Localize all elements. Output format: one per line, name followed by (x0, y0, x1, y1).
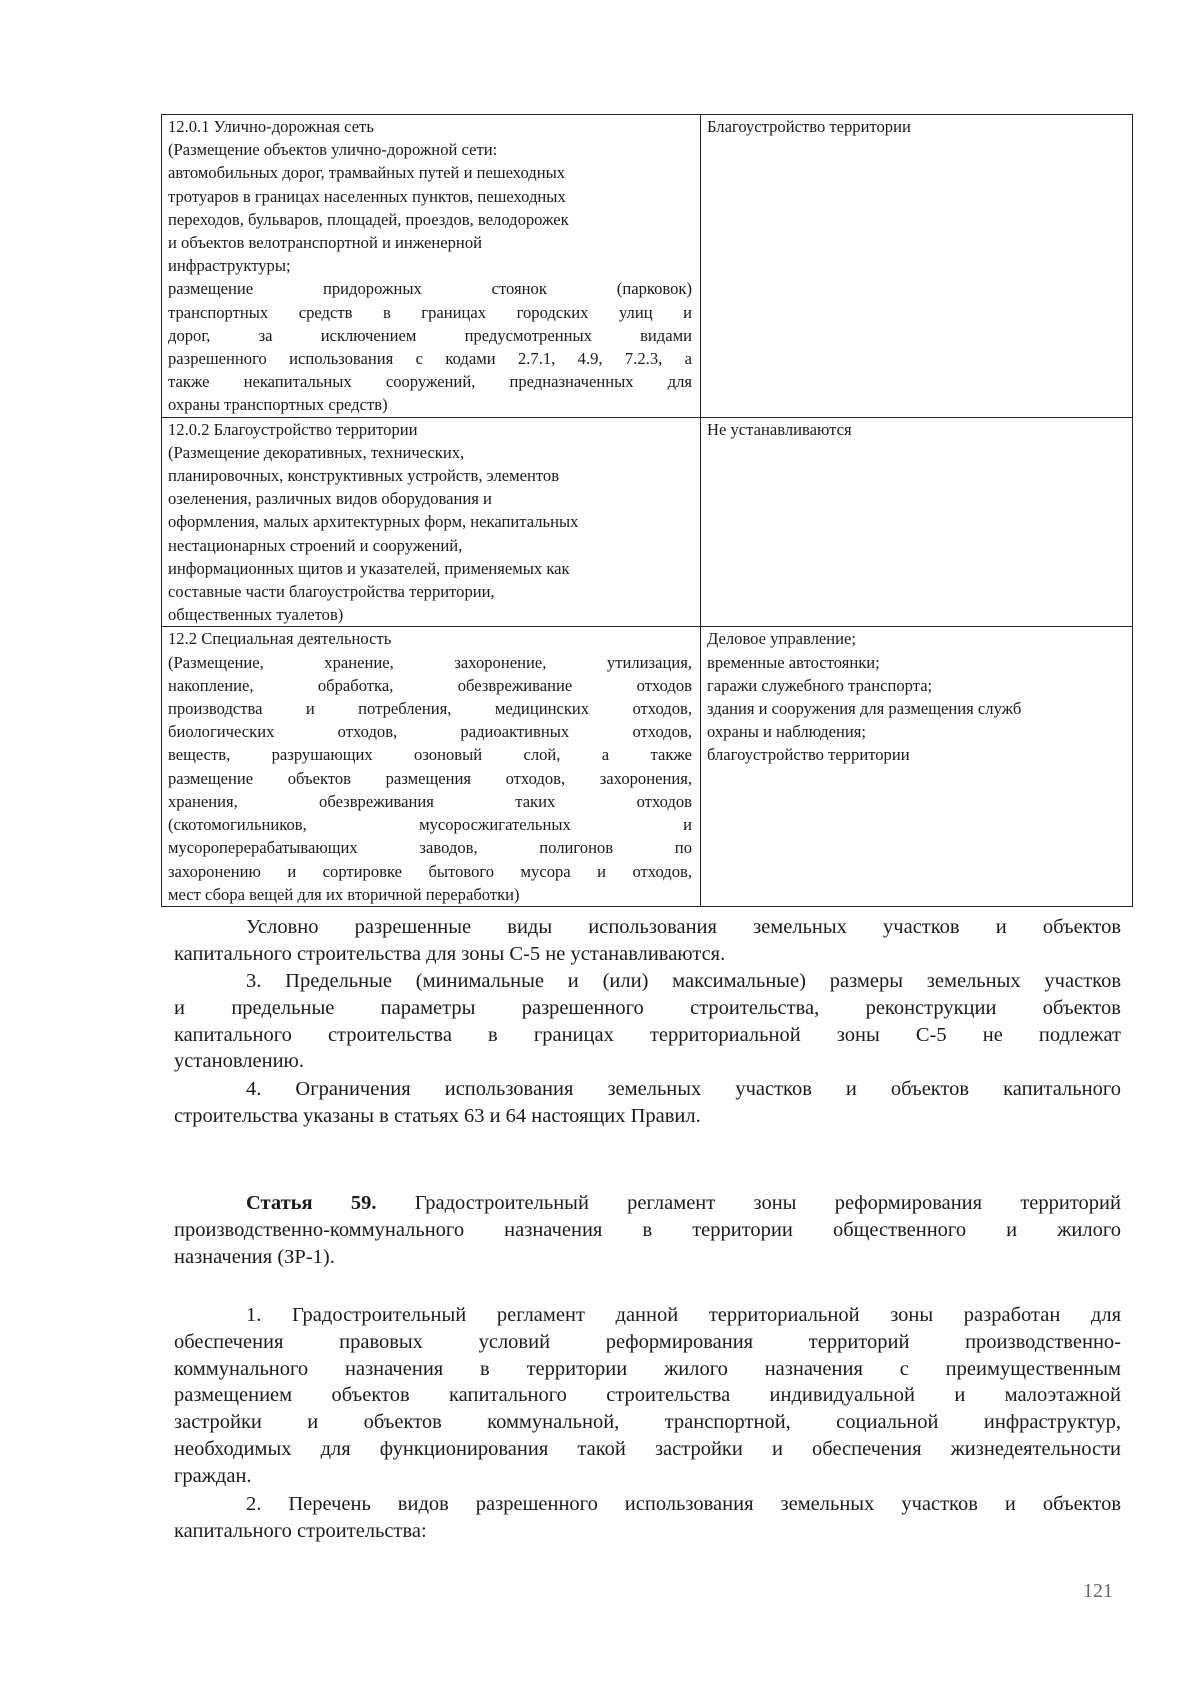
article-title-start: Градостроительный регламент зоны реформирования территорий (376, 1192, 1121, 1214)
paragraph-line: капитального строительства в границах территориальной зоны С-5 не подлежат (174, 1023, 1121, 1046)
table-line: также некапитальных сооружений, предназначенных для (168, 372, 692, 392)
paragraph-line: и предельные параметры разрешенного строительства, реконструкции объектов (174, 996, 1121, 1019)
paragraph-line: 2. Перечень видов разрешенного использования земельных участков и объектов (246, 1493, 1121, 1515)
paragraph-line: установлению. (174, 1050, 304, 1073)
table-line: размещение придорожных стоянок (парковок) (168, 279, 692, 299)
table-cell-use-type (162, 115, 701, 418)
table-line: и объектов велотранспортной и инженерной (168, 233, 482, 253)
table-line: охраны транспортных средств) (168, 395, 388, 415)
table-line: нестационарных строений и сооружений, (168, 535, 463, 555)
table-line: Деловое управление; (707, 629, 857, 649)
table-line: гаражи служебного транспорта; (707, 675, 933, 695)
table-cell-auxiliary-uses (701, 417, 1133, 627)
paragraph-3 (174, 968, 1121, 1075)
table-line: накопление, обработка, обезвреживание отходов (168, 675, 692, 695)
paragraph-line: застройки и объектов коммунальной, транспортной, социальной инфраструктур, (174, 1411, 1121, 1434)
table-line: мест сбора вещей для их вторичной переработки) (168, 884, 520, 904)
table-line: (Размещение, хранение, захоронение, утилизация, (168, 652, 692, 672)
table-line: 12.0.2 Благоустройство территории (168, 419, 418, 439)
table-line: озеленения, различных видов оборудования и (168, 489, 492, 509)
paragraph-line: обеспечения правовых условий реформирования территорий производственно- (174, 1330, 1121, 1353)
table-line: Благоустройство территории (707, 117, 911, 136)
paragraph-a2 (174, 1491, 1121, 1545)
table-cell-use-type (162, 417, 701, 627)
article-59-heading (174, 1190, 1121, 1270)
article-label: Статья 59. (246, 1192, 377, 1214)
table-cell-use-type (162, 627, 701, 906)
table-line: 12.2 Специальная деятельность (168, 629, 392, 649)
paragraph-line: производственно-коммунального назначения в территории общественного и жилого (174, 1218, 1121, 1241)
paragraph-line: 1. Градостроительный регламент данной территориальной зоны разработан для (246, 1304, 1121, 1326)
table-line: (скотомогильников, мусоросжигательных и (168, 815, 692, 835)
table-line: охраны и наблюдения; (707, 722, 866, 742)
table-line: транспортных средств в границах городских улиц и (168, 302, 692, 322)
table-line: захоронению и сортировке бытового мусора и отходов, (168, 861, 692, 881)
page-number: 121 (1083, 1580, 1113, 1602)
table-line: автомобильных дорог, трамвайных путей и пешеходных (168, 163, 566, 183)
table-line: Не устанавливаются (707, 419, 852, 439)
table-line: веществ, разрушающих озоновый слой, а также (168, 745, 692, 765)
table-line: инфраструктуры; (168, 256, 291, 276)
paragraph-line: Условно разрешенные виды использования земельных участков и объектов (246, 916, 1121, 938)
table-line: 12.0.1 Улично-дорожная сеть (168, 117, 374, 136)
table-line: (Размещение объектов улично-дорожной сети: (168, 140, 498, 160)
table-line: планировочных, конструктивных устройств, элементов (168, 466, 560, 486)
table-line: информационных щитов и указателей, применяемых как (168, 558, 570, 578)
paragraph-line: размещением объектов капитального строительства индивидуальной и малоэтажной (174, 1384, 1121, 1407)
table-line: временные автостоянки; (707, 652, 880, 672)
paragraph-line: коммунального назначения в территории жилого назначения с преимущественным (174, 1357, 1121, 1380)
conditional-uses-paragraph (174, 914, 1121, 968)
table-line: размещение объектов размещения отходов, захоронения, (168, 768, 692, 788)
table-line: дорог, за исключением предусмотренных видами (168, 325, 692, 345)
table-line: благоустройство территории (707, 745, 910, 765)
paragraph-line (174, 1190, 1121, 1217)
paragraph-line: капитального строительства: (174, 1519, 427, 1542)
table-cell-auxiliary-uses (701, 115, 1133, 418)
paragraph-line: 3. Предельные (минимальные и (или) максимальные) размеры земельных участков (246, 970, 1121, 992)
paragraph-line: строительства указаны в статьях 63 и 64 настоящих Правил. (174, 1104, 701, 1127)
paragraph-a1 (174, 1302, 1121, 1490)
table-row (162, 417, 1133, 627)
table-line: мусороперерабатывающих заводов, полигонов по (168, 838, 692, 858)
paragraph-line: капитального строительства для зоны С-5 не устанавливаются. (174, 942, 726, 965)
table-line: составные части благоустройства территории, (168, 582, 495, 602)
paragraph-line: назначения (ЗР-1). (174, 1245, 335, 1268)
table-row (162, 115, 1133, 418)
permitted-uses-table (161, 114, 1133, 907)
table-line: здания и сооружения для размещения служб (707, 699, 1022, 719)
table-line: разрешенного использования с кодами 2.7.1, 4.9, 7.2.3, а (168, 349, 692, 369)
table-line: тротуаров в границах населенных пунктов, пешеходных (168, 186, 566, 206)
paragraph-line: 4. Ограничения использования земельных участков и объектов капитального (246, 1078, 1121, 1100)
paragraph-4 (174, 1076, 1121, 1130)
paragraph-line: граждан. (174, 1464, 252, 1487)
table-line: биологических отходов, радиоактивных отходов, (168, 722, 692, 742)
paragraph-line: необходимых для функционирования такой застройки и обеспечения жизнедеятельности (174, 1437, 1121, 1460)
table-row (162, 627, 1133, 906)
table-line: (Размещение декоративных, технических, (168, 442, 465, 462)
table-line: производства и потребления, медицинских отходов, (168, 699, 692, 719)
table-line: хранения, обезвреживания таких отходов (168, 791, 692, 811)
table-cell-auxiliary-uses (701, 627, 1133, 906)
table-line: оформления, малых архитектурных форм, некапитальных (168, 512, 579, 532)
table-line: общественных туалетов) (168, 605, 344, 625)
table-line: переходов, бульваров, площадей, проездов, велодорожек (168, 209, 569, 229)
